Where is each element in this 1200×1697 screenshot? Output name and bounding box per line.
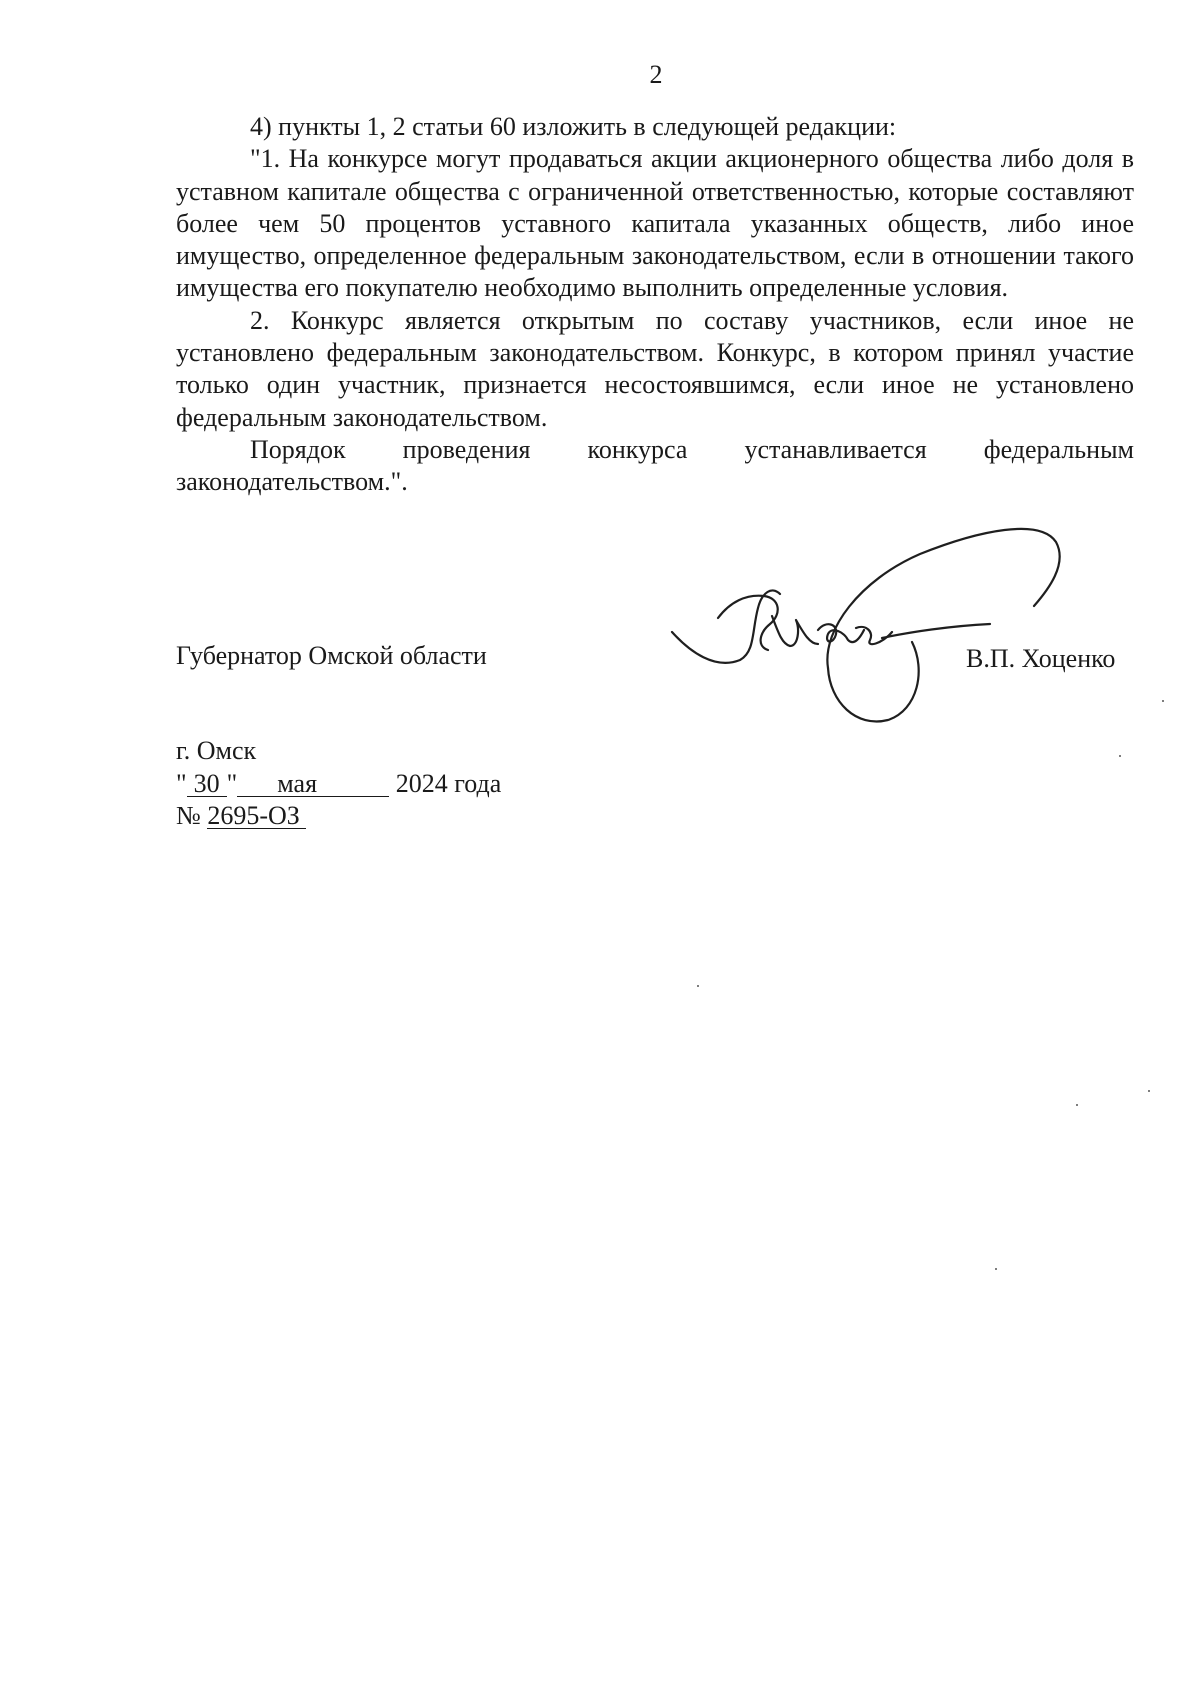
date-open-quote: " [176, 768, 187, 798]
governor-name: В.П. Хоценко [966, 644, 1116, 673]
place-date-block [176, 735, 501, 833]
law-number: 2695-ОЗ [207, 804, 305, 829]
scan-speck [1119, 755, 1121, 757]
scan-speck [1162, 700, 1164, 702]
date-close-quote: " [226, 768, 238, 798]
page-number: 2 [649, 60, 663, 89]
scan-speck [1148, 1090, 1150, 1092]
law-number-prefix: № [176, 801, 201, 830]
document-body [176, 111, 1134, 499]
paragraph-point-2: 2. Конкурс является открытым по составу участников, если иное не установлено федеральным законодательством. Конкурс, в котором принял участие только один участник, признается несостоявшимся, если иное не установлено федеральным законодательством. [176, 305, 1134, 432]
paragraph-item-4: 4) пункты 1, 2 статьи 60 изложить в следующей редакции: [250, 112, 897, 141]
scan-speck [697, 985, 699, 987]
date-year: 2024 года [395, 768, 502, 798]
handwritten-signature [660, 520, 1120, 740]
scan-speck [1076, 1104, 1078, 1106]
scan-speck [995, 1268, 997, 1270]
law-number-line [176, 800, 501, 833]
paragraph-point-1: "1. На конкурсе могут продаваться акции акционерного общества либо доля в уставном капитале общества с ограниченной ответственностью, которые составляют более чем 50 процентов уставного капитала указанных обществ, либо иное имущество, определенное федеральным законодательством, если в отношении такого имущества его покупателю необходимо выполнить определенные условия. [176, 144, 1134, 303]
paragraph-procedure: Порядок проведения конкурса устанавливается федеральным законодательством.". [176, 434, 1134, 497]
date-day: 30 [187, 772, 227, 797]
date-month: мая [237, 772, 389, 797]
date-line [176, 768, 501, 801]
place: г. Омск [176, 736, 257, 765]
governor-title: Губернатор Омской области [176, 641, 487, 670]
